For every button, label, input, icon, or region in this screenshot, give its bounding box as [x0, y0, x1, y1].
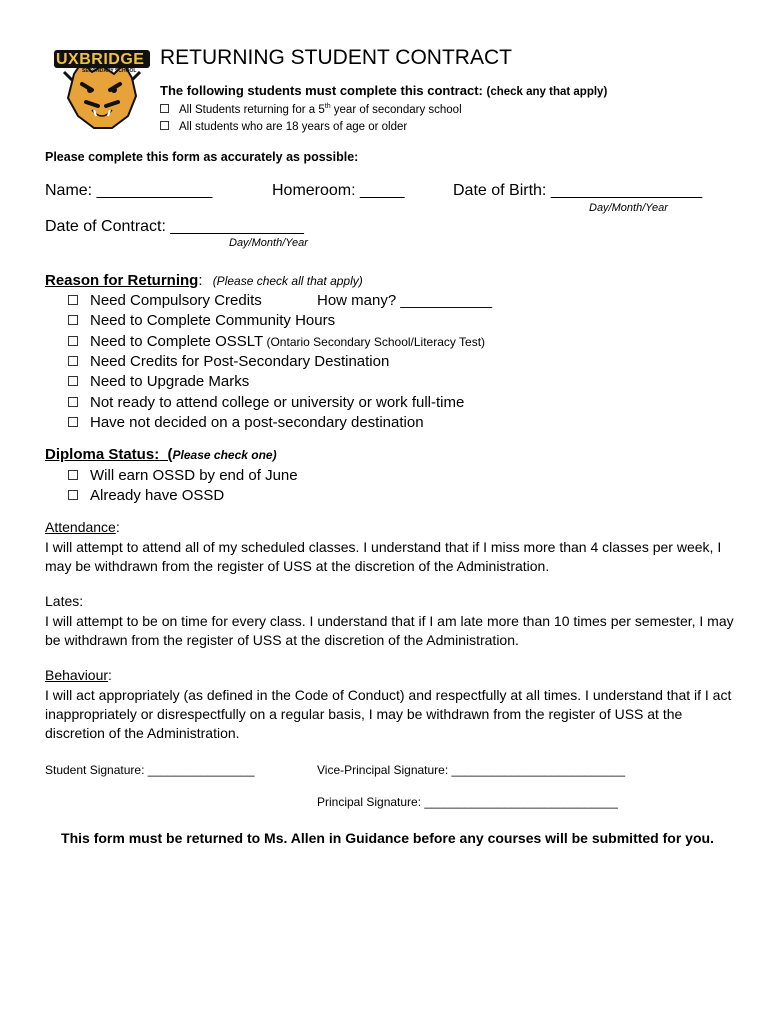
lates-text: I will attempt to be on time for every class. I understand that if I am late more than 10 times per semester, I may be withdrawn from the register of USS at the discretion of the Administration. — [45, 613, 734, 648]
contract-format-hint: Day/Month/Year — [229, 237, 308, 249]
reason-item: Need to Complete Community Hours — [68, 312, 335, 329]
checkbox[interactable] — [68, 470, 78, 480]
diploma-item: Will earn OSSD by end of June — [68, 467, 298, 484]
page-title: RETURNING STUDENT CONTRACT — [160, 46, 512, 69]
checkbox[interactable] — [160, 104, 169, 113]
reason-item: Need to Complete OSSLT (Ontario Secondary School/Literacy Test) — [68, 333, 485, 350]
date-of-birth-field[interactable]: Date of Birth: _________________ — [453, 182, 703, 199]
attendance-text: I will attempt to attend all of my scheduled classes. I understand that if I miss more than 4 classes per week, I may be withdrawn from the register of USS at the discretion of the Administration. — [45, 539, 722, 574]
intro-line — [160, 83, 607, 98]
principal-signature-field[interactable]: Principal Signature: _____________________________ — [317, 795, 618, 809]
diploma-note: Please check one) — [172, 448, 277, 462]
checkbox[interactable] — [160, 121, 169, 130]
credits-count-field[interactable]: How many? ___________ — [317, 292, 493, 309]
dob-format-hint: Day/Month/Year — [589, 202, 668, 214]
checkbox[interactable] — [68, 417, 78, 427]
checkbox[interactable] — [68, 376, 78, 386]
diploma-item: Already have OSSD — [68, 487, 224, 504]
attendance-heading: Attendance: — [45, 519, 120, 535]
reason-note: (Please check all that apply) — [212, 274, 363, 288]
logo-subtext: SECONDARY SCHOOL — [82, 68, 137, 74]
reason-item: Need Compulsory Credits — [68, 292, 262, 309]
student-signature-field[interactable]: Student Signature: ________________ — [45, 763, 255, 777]
name-field[interactable]: Name: _____________ — [45, 182, 213, 199]
apply-option-18-years: All students who are 18 years of age or older — [160, 121, 407, 133]
school-logo — [52, 44, 152, 132]
reason-item: Have not decided on a post-secondary destination — [68, 414, 424, 431]
checkbox[interactable] — [68, 490, 78, 500]
reason-heading: Reason for Returning: (Please check all that apply) — [45, 272, 363, 289]
intro-note: (check any that apply) — [486, 86, 608, 98]
apply-option-5th-year: All Students returning for a 5th year of secondary school — [160, 103, 462, 116]
form-instructions: Please complete this form as accurately as possible: — [45, 150, 359, 164]
checkbox[interactable] — [68, 315, 78, 325]
checkbox[interactable] — [68, 356, 78, 366]
logo-text: UXBRIDGE — [56, 51, 145, 68]
diploma-heading: Diploma Status: (Please check one) — [45, 446, 277, 463]
return-instructions: This form must be returned to Ms. Allen in Guidance before any courses will be submitted for you. — [61, 830, 714, 846]
date-of-contract-field[interactable]: Date of Contract: _______________ — [45, 218, 304, 235]
reason-item: Need Credits for Post-Secondary Destination — [68, 353, 389, 370]
checkbox[interactable] — [68, 336, 78, 346]
intro-main: The following students must complete this contract: — [160, 83, 483, 98]
behaviour-heading: Behaviour: — [45, 667, 112, 683]
vice-principal-signature-field[interactable]: Vice-Principal Signature: __________________________ — [317, 763, 626, 777]
checkbox[interactable] — [68, 397, 78, 407]
checkbox[interactable] — [68, 295, 78, 305]
reason-item: Not ready to attend college or university or work full-time — [68, 394, 464, 411]
lates-heading: Lates: — [45, 593, 84, 609]
homeroom-field[interactable]: Homeroom: _____ — [272, 182, 405, 199]
behaviour-text: I will act appropriately (as defined in the Code of Conduct) and respectfully at all times. I understand that if I act inappropriately or disrespectfully on a regular basis, I may be withdrawn from the register of USS at the discretion of the Administration. — [45, 687, 732, 741]
reason-item: Need to Upgrade Marks — [68, 373, 249, 390]
